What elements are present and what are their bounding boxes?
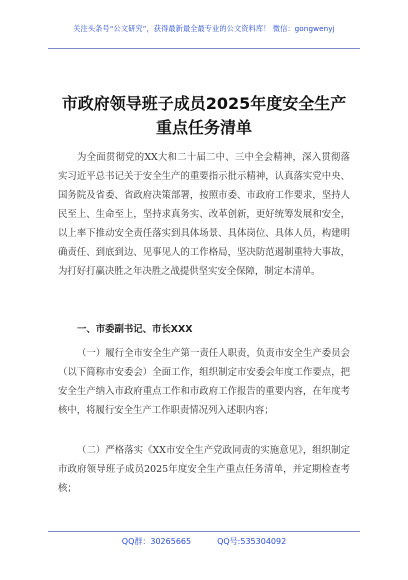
intro-paragraph: 为全面贯彻党的XX大和二十届二中、三中全会精神，深入贯彻落实习近平总书记关于安全生产的重要指示批示精神，认真落实党中央、国务院及省委、省政府决策部署，按照市委、市政府工作要求，坚持人民至上、生命至上，坚持求真务实、改革创新，更好统筹发展和安全，以上率下推动安全责任落实到具体场景、具体岗位、具体人员，构建明确责任、到底到边、见事见人的工作格局，坚决防范遏制重特大事故，为打好打赢决胜之年决胜之战提供坚实安全保障，制定本清单。 [58, 152, 350, 277]
header-banner: 关注头条号“公文研究”，获得最新最全最专业的公文资料库！ 微信：gongwenyj [73, 24, 335, 33]
footer-qq-number: QQ号:535304092 [217, 537, 287, 546]
list-item-1: （一）履行全市安全生产第一责任人职责，负责市安全生产委员会（以下简称市安委会）全面工作，组织制定市安委会年度工作要点，把安全生产纳入市政府重点工作和市政府工作报告的重要内容，在年度考核中，将履行安全生产工作职责情况列入述职内容； [58, 348, 350, 416]
footer [48, 536, 360, 547]
header-divider [48, 48, 360, 49]
footer-qq-group: QQ群：30265665 [121, 537, 192, 546]
list-item-2: （二）严格落实《XX市安全生产党政同责的实施意见》，组织制定市政府领导班子成员2025年度安全生产重点任务清单，并定期检查考核； [58, 445, 350, 494]
document-title: 市政府领导班子成员2025年度安全生产重点任务清单 [61, 94, 347, 137]
footer-divider [48, 531, 360, 532]
section-heading: 一、市委副书记、市长XXX [77, 324, 193, 335]
